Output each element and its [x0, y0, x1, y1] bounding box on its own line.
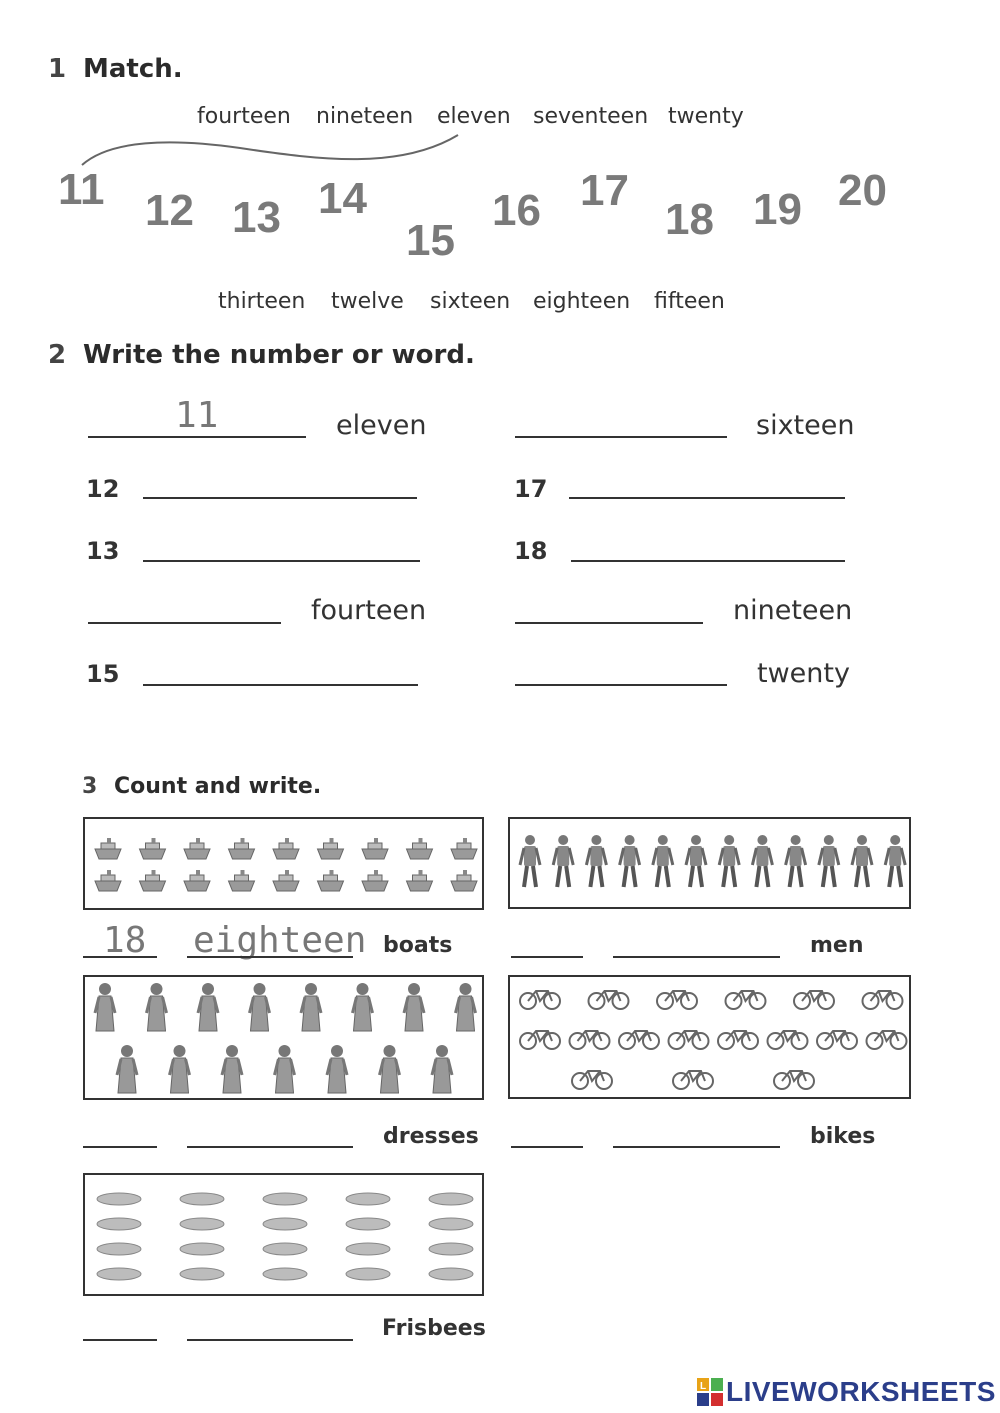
match-word[interactable]: eighteen: [533, 289, 631, 314]
bike-icon: [774, 1071, 814, 1089]
man-icon: [852, 835, 872, 887]
answer-blank[interactable]: [88, 436, 306, 438]
dresses-picture-box: [83, 975, 484, 1100]
number-blank[interactable]: [511, 956, 583, 958]
dress-icon: [404, 983, 424, 1031]
match-number[interactable]: 18: [665, 195, 714, 244]
word-blank[interactable]: [187, 1146, 353, 1148]
frisbee-icon: [429, 1193, 473, 1205]
section-1-title: Match.: [83, 54, 183, 84]
match-word[interactable]: sixteen: [430, 289, 511, 314]
man-icon: [553, 835, 573, 887]
man-icon: [653, 835, 673, 887]
liveworksheets-logo-icon: [697, 1378, 723, 1406]
bike-icon: [817, 1031, 857, 1049]
answer-blank[interactable]: [515, 684, 727, 686]
man-icon: [885, 835, 905, 887]
boats-label: boats: [383, 933, 453, 958]
dress-icon: [147, 983, 167, 1031]
man-icon: [520, 835, 540, 887]
row-number: 15: [86, 660, 120, 688]
example-answer: 11: [175, 395, 219, 436]
answer-blank[interactable]: [515, 436, 727, 438]
dress-icon: [456, 983, 476, 1031]
frisbee-icon: [97, 1193, 141, 1205]
word-blank[interactable]: [187, 956, 353, 958]
number-blank[interactable]: [83, 1146, 157, 1148]
bike-icon: [794, 991, 834, 1009]
bike-icon: [570, 1031, 610, 1049]
match-word[interactable]: fifteen: [654, 289, 725, 314]
boat-icon: [362, 870, 388, 891]
answer-blank[interactable]: [569, 497, 845, 499]
match-number[interactable]: 11: [58, 165, 105, 214]
frisbee-icon: [346, 1268, 390, 1280]
man-icon: [719, 835, 739, 887]
number-blank[interactable]: [83, 956, 157, 958]
frisbee-icon: [346, 1218, 390, 1230]
frisbees-label: Frisbees: [382, 1316, 486, 1341]
boat-icon: [140, 838, 166, 859]
bike-icon: [673, 1071, 713, 1089]
dress-icon: [250, 983, 270, 1031]
bike-icon: [863, 991, 903, 1009]
boat-icon: [184, 870, 210, 891]
frisbee-icon: [429, 1218, 473, 1230]
match-word[interactable]: thirteen: [218, 289, 306, 314]
section-3-title: Count and write.: [114, 774, 322, 799]
answer-blank[interactable]: [571, 560, 845, 562]
row-word: sixteen: [756, 410, 855, 441]
bike-icon: [520, 991, 560, 1009]
match-number[interactable]: 15: [406, 216, 455, 265]
bike-icon: [718, 1031, 758, 1049]
match-number[interactable]: 17: [580, 166, 629, 215]
frisbee-icon: [263, 1193, 307, 1205]
dress-icon: [432, 1045, 452, 1093]
word-blank[interactable]: [187, 1339, 353, 1341]
bike-icon: [657, 991, 697, 1009]
match-word[interactable]: nineteen: [316, 104, 414, 129]
men-label: men: [810, 933, 864, 958]
boat-icon: [318, 838, 344, 859]
bike-icon: [619, 1031, 659, 1049]
section-3-number: 3: [82, 774, 98, 799]
frisbee-icon: [263, 1218, 307, 1230]
boat-icon: [451, 838, 477, 859]
frisbees-picture-box: [83, 1173, 484, 1296]
match-word[interactable]: eleven: [437, 104, 511, 129]
word-blank[interactable]: [613, 956, 780, 958]
bike-icon: [520, 1031, 560, 1049]
man-icon: [819, 835, 839, 887]
match-number[interactable]: 13: [232, 193, 281, 242]
number-blank[interactable]: [511, 1146, 583, 1148]
row-number: 12: [86, 475, 120, 503]
bike-icon: [572, 1071, 612, 1089]
frisbee-icon: [346, 1243, 390, 1255]
frisbee-icon: [263, 1243, 307, 1255]
bike-icon: [669, 1031, 709, 1049]
match-example-line: [0, 0, 1000, 300]
match-number[interactable]: 14: [318, 174, 367, 223]
answer-blank[interactable]: [88, 622, 281, 624]
row-number: 13: [86, 537, 120, 565]
liveworksheets-brand: LIVEWORKSHEETS: [726, 1376, 996, 1407]
logo-letters: L: [699, 1381, 707, 1392]
match-word[interactable]: twenty: [668, 104, 744, 129]
row-number: 18: [514, 537, 548, 565]
frisbee-icon: [180, 1218, 224, 1230]
dress-icon: [353, 983, 373, 1031]
dress-icon: [170, 1045, 190, 1093]
row-number: 17: [514, 475, 548, 503]
row-word: fourteen: [311, 595, 427, 626]
bike-icon: [768, 1031, 808, 1049]
boat-icon: [229, 838, 255, 859]
row-word: nineteen: [733, 595, 853, 626]
boat-icon: [273, 870, 299, 891]
section-2-title: Write the number or word.: [83, 340, 475, 370]
word-blank[interactable]: [613, 1146, 780, 1148]
boat-icon: [95, 838, 121, 859]
boats-picture-box: [83, 817, 484, 910]
answer-blank[interactable]: [143, 560, 420, 562]
frisbee-icon: [263, 1268, 307, 1280]
dresses-label: dresses: [383, 1124, 479, 1149]
match-number[interactable]: 12: [145, 186, 194, 235]
frisbee-icon: [429, 1268, 473, 1280]
man-icon: [686, 835, 706, 887]
frisbee-icon: [97, 1243, 141, 1255]
bikes-label: bikes: [810, 1124, 876, 1149]
boat-icon: [95, 870, 121, 891]
dress-icon: [198, 983, 218, 1031]
man-icon: [620, 835, 640, 887]
match-number[interactable]: 19: [753, 185, 802, 234]
boat-icon: [184, 838, 210, 859]
example-count-number: 18: [103, 920, 147, 961]
man-icon: [586, 835, 606, 887]
dress-icon: [327, 1045, 347, 1093]
answer-blank[interactable]: [143, 684, 418, 686]
match-word[interactable]: fourteen: [197, 104, 291, 129]
row-word: eleven: [336, 410, 427, 441]
frisbee-icon: [97, 1268, 141, 1280]
dress-icon: [95, 983, 115, 1031]
man-icon: [786, 835, 806, 887]
bike-icon: [867, 1031, 907, 1049]
match-word[interactable]: seventeen: [533, 104, 649, 129]
boat-icon: [229, 870, 255, 891]
boat-icon: [451, 870, 477, 891]
section-1-number: 1: [48, 54, 67, 84]
dress-icon: [301, 983, 321, 1031]
frisbee-icon: [180, 1243, 224, 1255]
match-word[interactable]: twelve: [331, 289, 404, 314]
frisbee-icon: [180, 1193, 224, 1205]
dress-icon: [222, 1045, 242, 1093]
frisbee-icon: [346, 1193, 390, 1205]
boat-icon: [407, 870, 433, 891]
answer-blank[interactable]: [515, 622, 703, 624]
bike-icon: [589, 991, 629, 1009]
dress-icon: [117, 1045, 137, 1093]
frisbee-icon: [429, 1243, 473, 1255]
boat-icon: [407, 838, 433, 859]
match-number[interactable]: 20: [838, 166, 887, 215]
boat-icon: [318, 870, 344, 891]
bikes-picture-box: [508, 975, 911, 1099]
number-blank[interactable]: [83, 1339, 157, 1341]
man-icon: [752, 835, 772, 887]
dress-icon: [275, 1045, 295, 1093]
boat-icon: [140, 870, 166, 891]
dress-icon: [380, 1045, 400, 1093]
example-count-word: eighteen: [193, 920, 367, 961]
frisbee-icon: [180, 1268, 224, 1280]
section-2-number: 2: [48, 340, 67, 370]
row-word: twenty: [757, 658, 850, 689]
answer-blank[interactable]: [143, 497, 417, 499]
bike-icon: [726, 991, 766, 1009]
boat-icon: [273, 838, 299, 859]
frisbee-icon: [97, 1218, 141, 1230]
men-picture-box: [508, 817, 911, 909]
boat-icon: [362, 838, 388, 859]
match-number[interactable]: 16: [492, 186, 541, 235]
